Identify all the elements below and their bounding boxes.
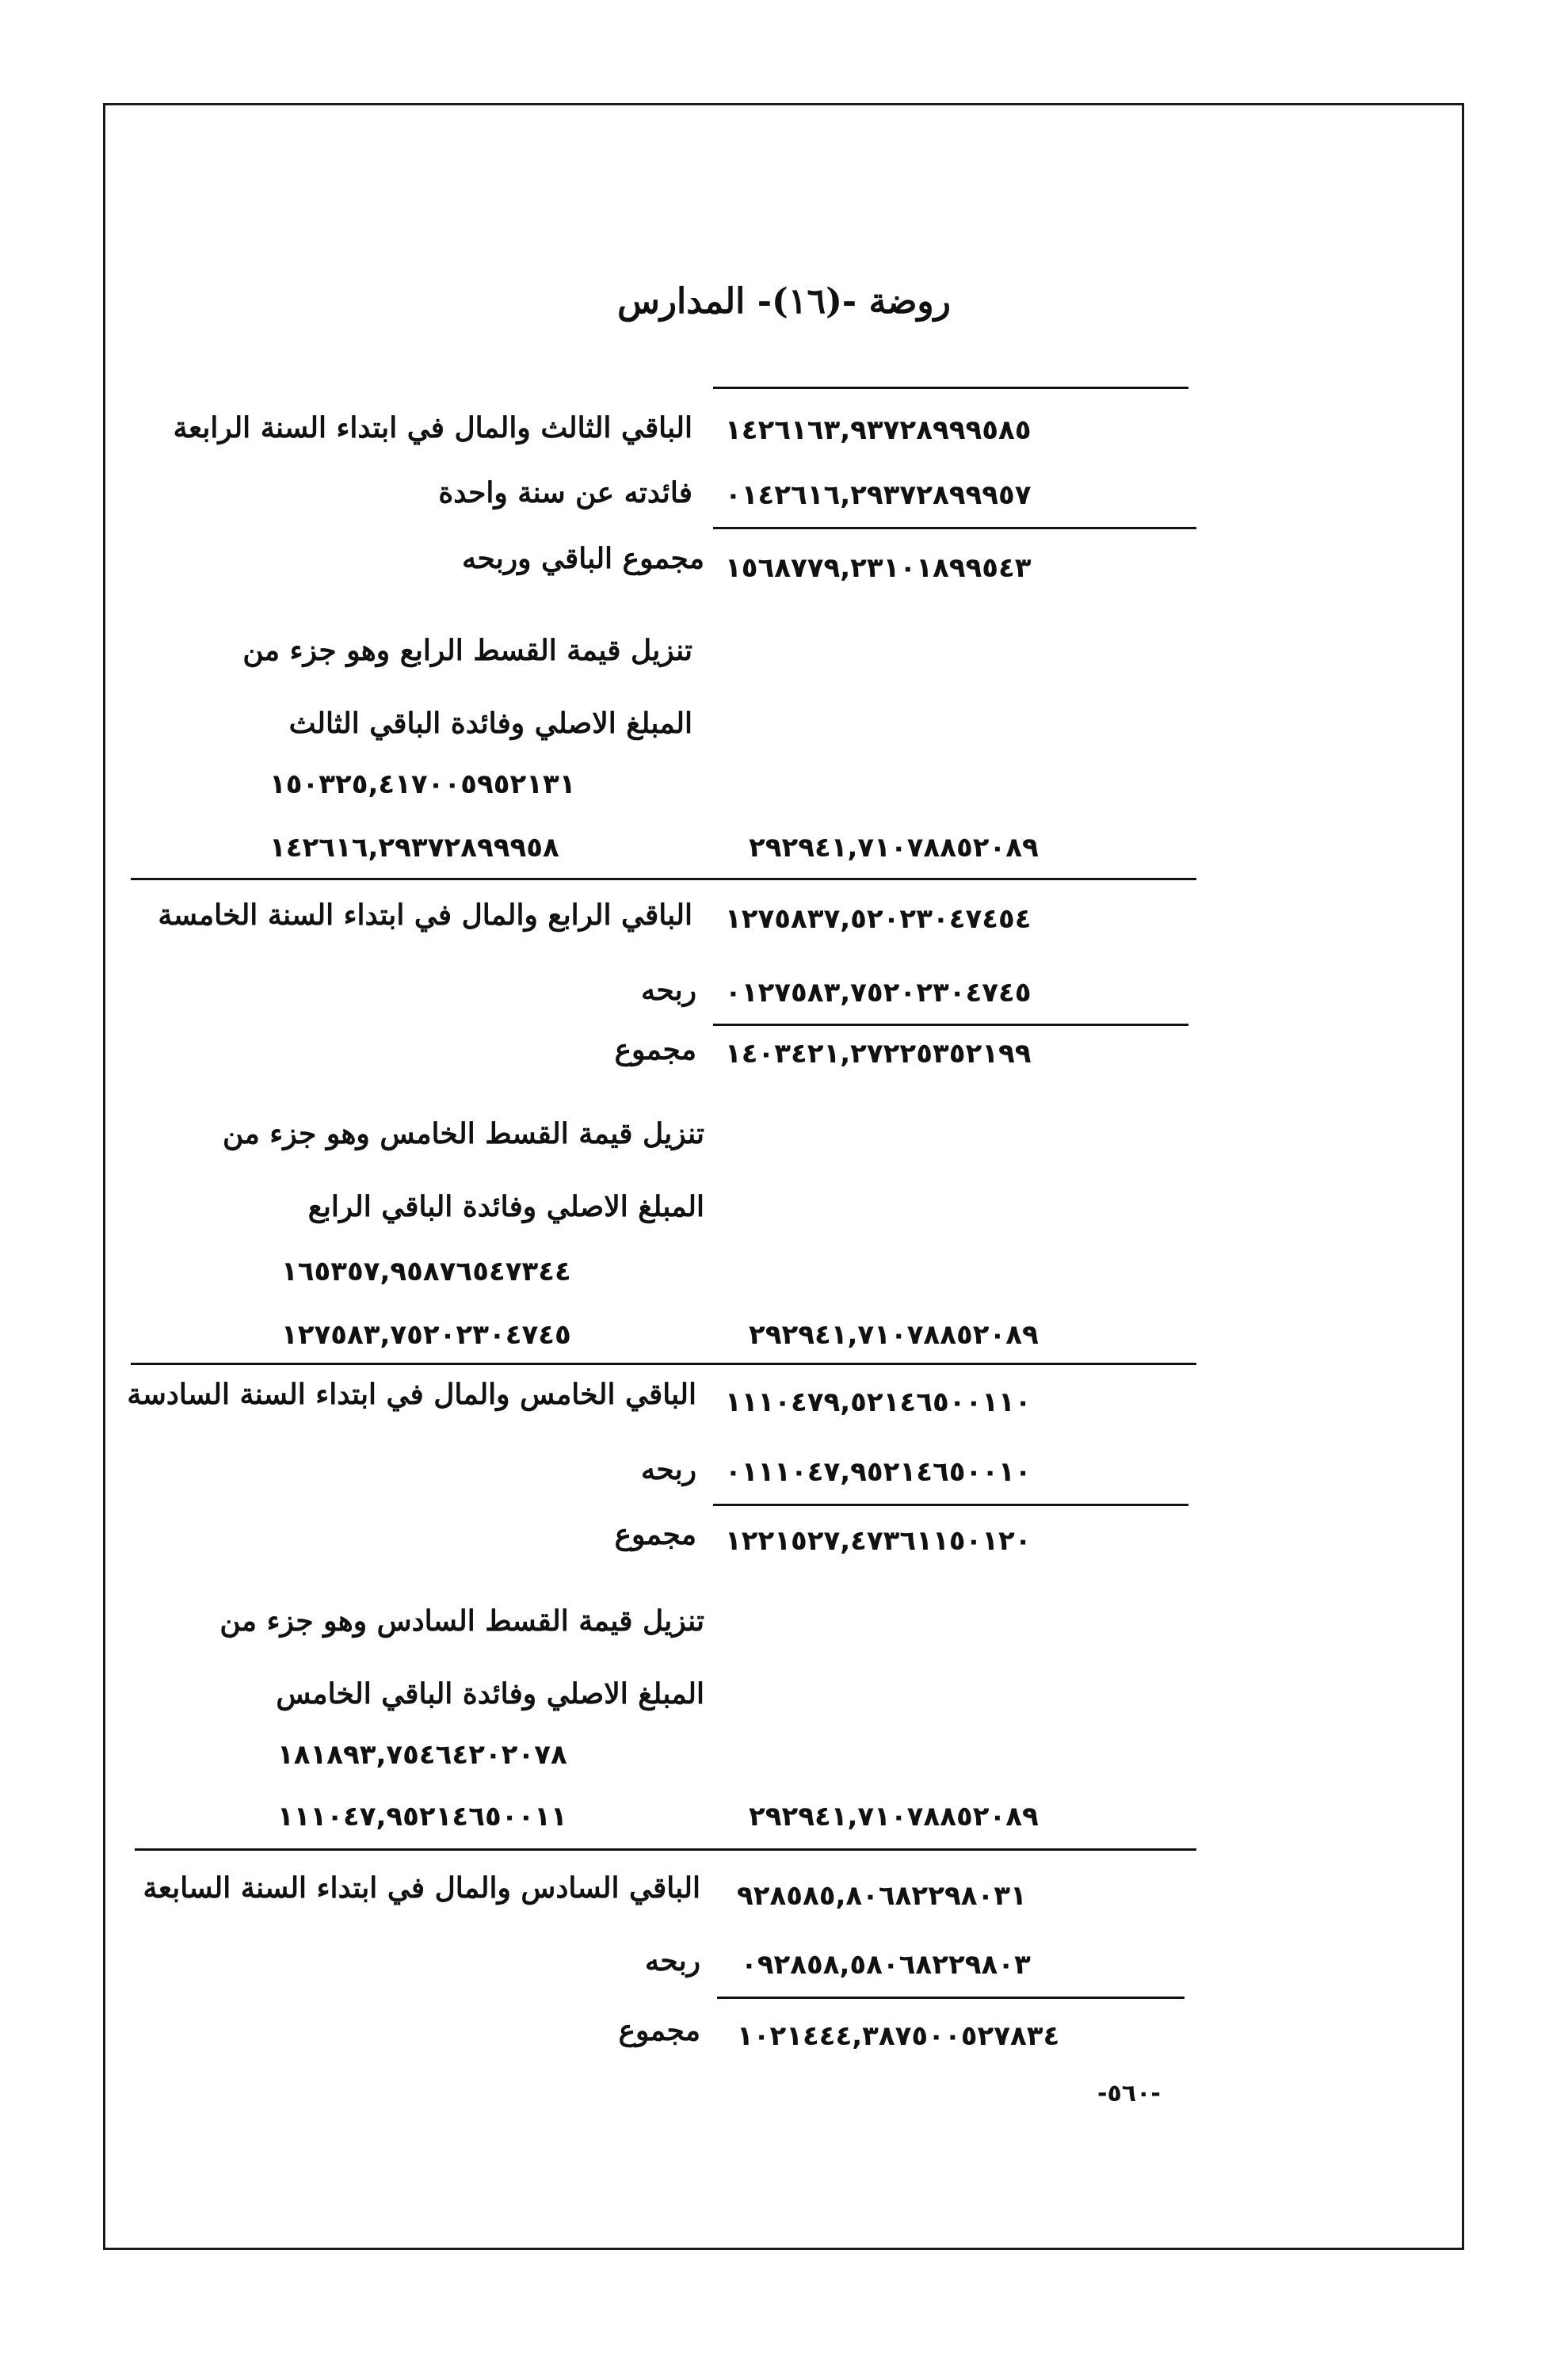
block4-row3-label: مجموع bbox=[618, 2014, 700, 2047]
block2-row1-value: ١٢٧٥٨٣٧,٥٢٠٢٣٠٤٧٤٥٤ bbox=[725, 903, 1032, 935]
block4-row1-label: الباقي السادس والمال في ابتداء السنة السابعة bbox=[143, 1871, 700, 1905]
rule bbox=[717, 1997, 1185, 1999]
block3-row3-value: ١٢٢١٥٢٧,٤٧٣٦١١٥٠١٢٠ bbox=[725, 1525, 1032, 1557]
block2-installment: ٢٩٢٩٤١,٧١٠٧٨٨٥٢٠٨٩ bbox=[749, 1319, 1039, 1351]
block3-row1-value: ١١١٠٤٧٩,٥٢١٤٦٥٠٠١١٠ bbox=[725, 1386, 1032, 1418]
block1-row2-label: فائدته عن سنة واحدة bbox=[438, 476, 692, 509]
block3-deduct-label: تنزيل قيمة القسط السادس وهو جزء من المبلغ الاصلي وفائدة الباقي الخامس bbox=[219, 1604, 704, 1711]
rule bbox=[713, 387, 1188, 389]
block3-row2-label: ربحه bbox=[641, 1453, 696, 1486]
block4-row2-label: ربحه bbox=[645, 1944, 700, 1978]
block2-row2-label: ربحه bbox=[641, 974, 696, 1007]
block3-row2-value: ٠١١١٠٤٧,٩٥٢١٤٦٥٠٠١٠ bbox=[725, 1456, 1032, 1488]
rule bbox=[131, 1363, 1196, 1365]
block2-deduct-line1: ١٦٥٣٥٧,٩٥٨٧٦٥٤٧٣٤٤ bbox=[281, 1256, 571, 1287]
block2-row1-label: الباقي الرابع والمال في ابتداء السنة الخامسة bbox=[158, 898, 692, 932]
block1-deduct-line2: ١٤٢٦١٦,٢٩٣٧٢٨٩٩٩٥٨ bbox=[269, 832, 559, 864]
block1-row3-value: ١٥٦٨٧٧٩,٢٣١٠١٨٩٩٥٤٣ bbox=[725, 552, 1032, 584]
block2-deduct-label: تنزيل قيمة القسط الخامس وهو جزء من المبلغ الاصلي وفائدة الباقي الرابع bbox=[223, 1117, 704, 1223]
block1-row2-value: ٠١٤٢٦١٦,٢٩٣٧٢٨٩٩٩٥٧ bbox=[725, 479, 1032, 511]
rule bbox=[713, 1504, 1188, 1506]
block3-installment: ٢٩٢٩٤١,٧١٠٧٨٨٥٢٠٨٩ bbox=[749, 1801, 1039, 1833]
page-number: -٥٦٠- bbox=[1097, 2080, 1161, 2107]
block2-row3-value: ١٤٠٣٤٢١,٢٧٢٢٥٣٥٢١٩٩ bbox=[725, 1038, 1032, 1070]
block3-deduct-line2: ١١١٠٤٧,٩٥٢١٤٦٥٠٠١١ bbox=[277, 1801, 567, 1833]
rule bbox=[713, 527, 1196, 529]
block4-row3-value: ١٠٢١٤٤٤,٣٨٧٥٠٠٥٢٧٨٣٤ bbox=[737, 2020, 1060, 2052]
block1-deduct-label: تنزيل قيمة القسط الرابع وهو جزء من المبلغ الاصلي وفائدة الباقي الثالث bbox=[242, 634, 692, 740]
block2-row3-label: مجموع bbox=[614, 1033, 696, 1066]
block4-row2-value: ٠٩٢٨٥٨,٥٨٠٦٨٢٢٩٨٠٣ bbox=[741, 1949, 1031, 1981]
rule bbox=[131, 878, 1196, 880]
page-title: روضة -(١٦)- المدارس bbox=[617, 281, 951, 322]
block4-row1-value: ٩٢٨٥٨٥,٨٠٦٨٢٢٩٨٠٣١ bbox=[737, 1880, 1027, 1912]
block3-row1-label: الباقي الخامس والمال في ابتداء السنة السادسة bbox=[127, 1378, 696, 1411]
rule bbox=[713, 1024, 1188, 1026]
block2-deduct-line2: ١٢٧٥٨٣,٧٥٢٠٢٣٠٤٧٤٥ bbox=[281, 1319, 571, 1351]
block1-row1-value: ١٤٢٦١٦٣,٩٣٧٢٨٩٩٩٥٨٥ bbox=[725, 414, 1032, 446]
block3-deduct-line1: ١٨١٨٩٣,٧٥٤٦٤٢٠٢٠٧٨ bbox=[277, 1739, 567, 1771]
rule bbox=[135, 1848, 1196, 1851]
block1-installment: ٢٩٢٩٤١,٧١٠٧٨٨٥٢٠٨٩ bbox=[749, 832, 1039, 864]
block2-row2-value: ٠١٢٧٥٨٣,٧٥٢٠٢٣٠٤٧٤٥ bbox=[725, 977, 1032, 1009]
block3-row3-label: مجموع bbox=[614, 1518, 696, 1551]
block1-deduct-line1: ١٥٠٣٢٥,٤١٧٠٠٥٩٥٢١٣١ bbox=[269, 769, 576, 800]
block1-row3-label: مجموع الباقي وربحه bbox=[462, 542, 704, 575]
block1-row1-label: الباقي الثالث والمال في ابتداء السنة الرابعة bbox=[173, 411, 692, 444]
